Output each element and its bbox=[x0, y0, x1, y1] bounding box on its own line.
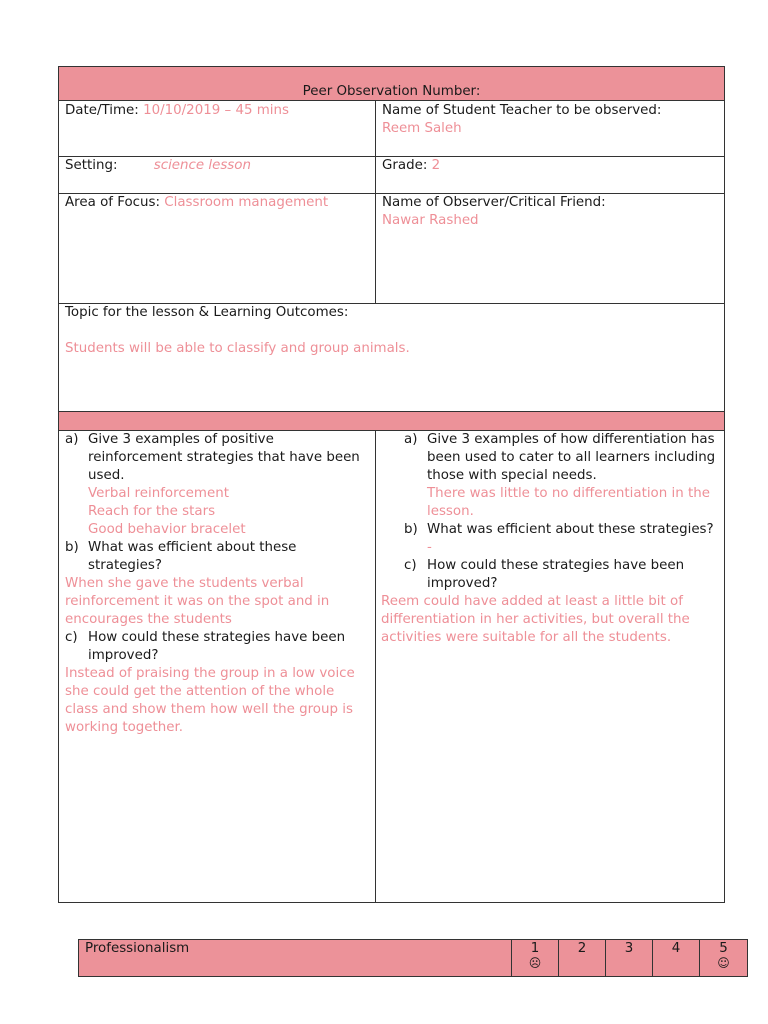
rating-score-1[interactable] bbox=[511, 940, 558, 976]
score-number: 2 bbox=[577, 941, 587, 956]
topic-value: Students will be able to classify and group animals. bbox=[65, 341, 410, 356]
observer-label: Name of Observer/Critical Friend: bbox=[382, 195, 606, 210]
observation-form bbox=[58, 66, 725, 903]
question-c-left bbox=[65, 629, 367, 665]
question-text: How could these strategies have been improved? bbox=[427, 558, 685, 591]
answer-paragraph: There was little to no differentiation in the lesson. bbox=[427, 486, 710, 519]
student-teacher-label: Name of Student Teacher to be observed: bbox=[382, 103, 662, 118]
question-b-right bbox=[404, 521, 720, 539]
area-of-focus-value: Classroom management bbox=[164, 195, 329, 210]
area-of-focus-field bbox=[65, 194, 375, 212]
answer-paragraph: Reem could have added at least a little bit of differentiation in her activities, but overall the activities were suitable for all the students. bbox=[381, 594, 690, 645]
rating-score-3[interactable] bbox=[605, 940, 652, 976]
student-teacher-value: Reem Saleh bbox=[382, 121, 462, 136]
question-text: Give 3 examples of positive reinforcement strategies that have been used. bbox=[88, 432, 360, 483]
professionalism-label: Professionalism bbox=[85, 941, 190, 956]
question-a-right bbox=[404, 431, 720, 485]
section-divider-band bbox=[59, 412, 724, 430]
question-marker: b) bbox=[404, 522, 418, 537]
question-text: Give 3 examples of how differentiation has been used to cater to all learners including those with special needs. bbox=[427, 432, 716, 483]
grade-field bbox=[382, 157, 722, 175]
answer-line: - bbox=[427, 540, 432, 555]
observer-value: Nawar Rashed bbox=[382, 213, 479, 228]
area-of-focus-label: Area of Focus: bbox=[65, 195, 160, 210]
setting-value: science lesson bbox=[153, 158, 251, 173]
happy-face-icon: ☺ bbox=[717, 956, 730, 970]
date-time-value: 10/10/2019 – 45 mins bbox=[143, 103, 289, 118]
rating-score-2[interactable] bbox=[558, 940, 605, 976]
question-marker: c) bbox=[65, 630, 78, 645]
left-question-column bbox=[65, 431, 367, 737]
answer-line: Good behavior bracelet bbox=[88, 522, 246, 537]
question-text: What was efficient about these strategies? bbox=[88, 540, 297, 573]
date-time-field bbox=[65, 102, 370, 120]
date-time-label: Date/Time: bbox=[65, 103, 139, 118]
question-text: How could these strategies have been improved? bbox=[88, 630, 346, 663]
question-marker: a) bbox=[65, 432, 79, 447]
grade-value: 2 bbox=[431, 158, 441, 173]
grade-label: Grade: bbox=[382, 158, 428, 173]
answer-paragraph: When she gave the students verbal reinforcement it was on the spot and in encourages the students bbox=[65, 576, 330, 627]
rating-score-4[interactable] bbox=[652, 940, 699, 976]
professionalism-rating-table bbox=[78, 939, 748, 977]
topic-label: Topic for the lesson & Learning Outcomes: bbox=[65, 305, 349, 320]
observer-field bbox=[382, 194, 722, 230]
score-number: 4 bbox=[671, 941, 681, 956]
score-number: 1 bbox=[530, 941, 540, 956]
setting-field bbox=[65, 157, 370, 175]
question-marker: a) bbox=[404, 432, 418, 447]
answer-line: Verbal reinforcement bbox=[88, 486, 229, 501]
question-marker: b) bbox=[65, 540, 79, 555]
question-b-left bbox=[65, 539, 367, 575]
answer-paragraph: Instead of praising the group in a low voice she could get the attention of the whole class and show them how well the group is working together. bbox=[65, 666, 355, 735]
question-c-right bbox=[404, 557, 720, 593]
right-question-column bbox=[381, 431, 720, 647]
form-title: Peer Observation Number: bbox=[302, 84, 481, 99]
topic-field bbox=[65, 304, 718, 358]
score-number: 3 bbox=[624, 941, 634, 956]
sad-face-icon: ☹ bbox=[528, 956, 542, 970]
answer-line: Reach for the stars bbox=[88, 504, 216, 519]
question-a-left bbox=[65, 431, 367, 485]
rating-score-5[interactable] bbox=[699, 940, 747, 976]
student-teacher-field bbox=[382, 102, 722, 138]
question-marker: c) bbox=[404, 558, 417, 573]
setting-label: Setting: bbox=[65, 158, 118, 173]
score-number: 5 bbox=[719, 941, 728, 956]
question-text: What was efficient about these strategies? bbox=[427, 522, 714, 537]
